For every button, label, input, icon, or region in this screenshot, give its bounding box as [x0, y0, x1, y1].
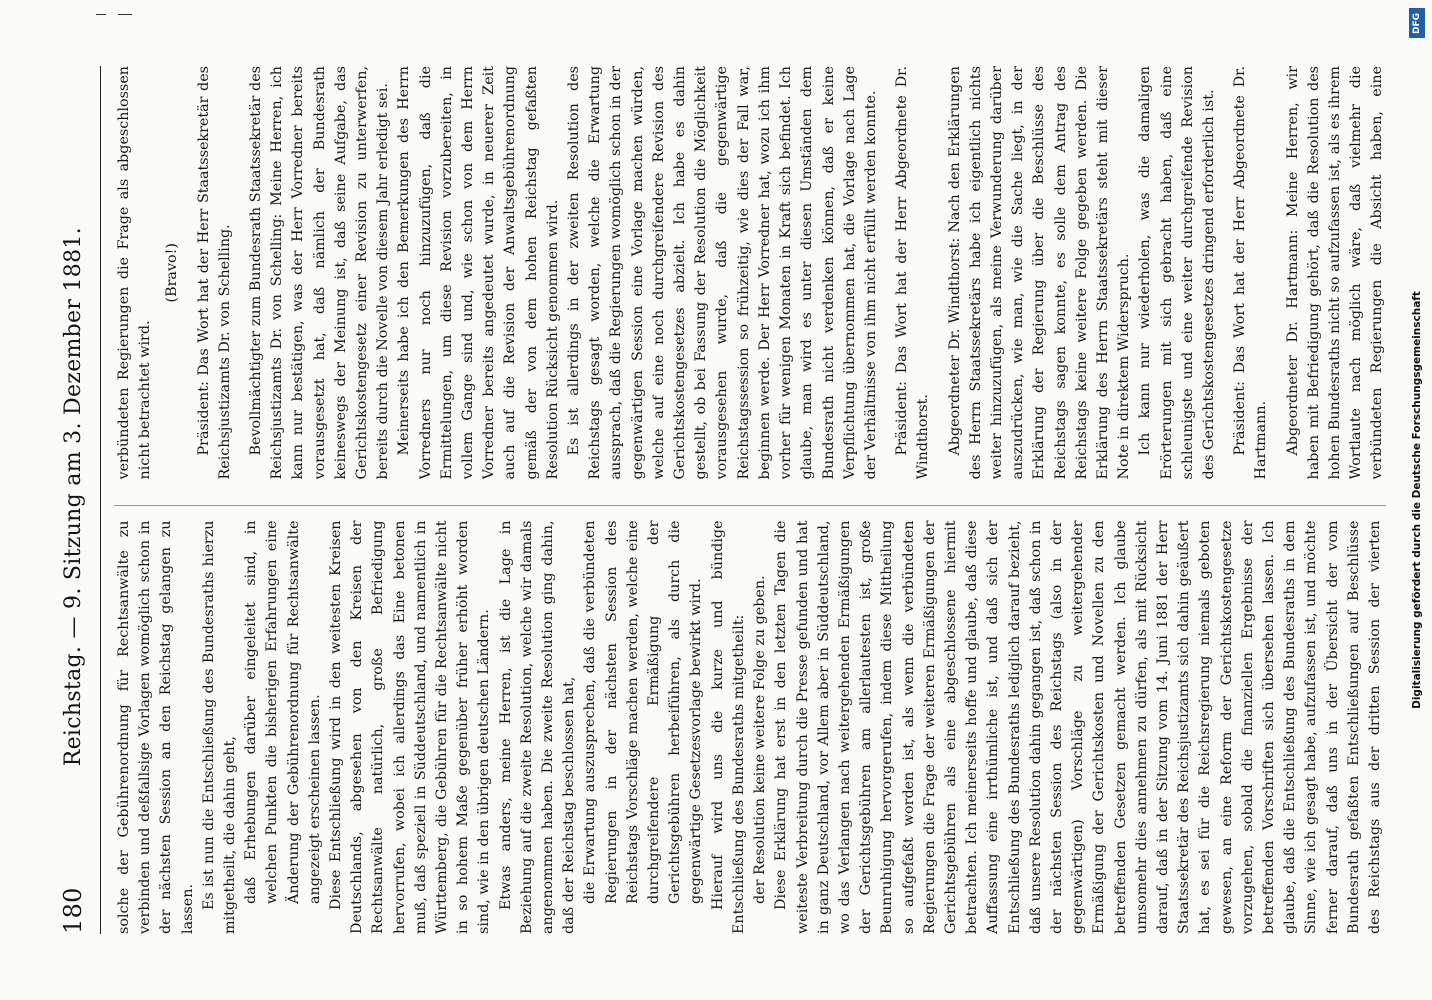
column-left	[114, 506, 1386, 935]
digitization-stamp	[1404, 0, 1430, 1000]
paragraph: Hierauf wird uns die kurze und bündige Entschließung des Bundesraths mitgetheilt:	[709, 520, 747, 934]
quoted-paragraph: die Erwartung auszusprechen, daß die verbündeten Regierungen in der nächsten Session des Reichstags Vorschläge machen werden, welche eine durchgreifendere Ermäßigung der Gerichtsgebühren herbeiführen, als durch die gegenwärtige Gesetzesvorlage bewirkt wird.	[582, 520, 705, 904]
speaker-paragraph: Präsident: Das Wort hat der Herr Abgeordnete Dr. Windthorst.	[894, 66, 932, 480]
paragraph: solche der Gebührenordnung für Rechtsanwälte zu verbinden und deßfallsige Vorlagen womöglich schon in der nächsten Session an den Reichstag gelangen zu lassen.	[116, 520, 196, 934]
stamp-text: Digitalisierung gefördert durch die Deutsche Forschungsgemeinschaft	[1411, 291, 1423, 709]
paragraph: Es ist nun die Entschließung des Bundesraths hierzu mitgetheilt, die dahin geht,	[200, 520, 239, 934]
speaker-paragraph: Abgeordneter Dr. Windthorst: Nach den Erklärungen des Herrn Staatssekretärs habe ich eigentlich nichts weiter hinzuzufügen, als meine Verwunderung darüber auszudrücken, wie man, wie die Sache liegt, in der Erklärung der Regierung über die Beschlüsse des Reichstags sagen konnte, es solle dem Antrag des Reichstags keine weitere Folge gegeben werden. Die Erklärung des Herrn Staatssekretärs steht mit dieser Note in direktem Widerspruch.	[946, 66, 1133, 480]
speaker-paragraph: Abgeordneter Dr. Hartmann: Meine Herren, wir haben mit Befriedigung gehört, daß die Resolution des hohen Bundesraths nicht so aufzufassen ist, als es ihrem Wortlaute nach möglich wäre, daß vielmehr die verbündeten Regierungen die Absicht haben, eine	[1284, 66, 1386, 480]
paragraph: Meinerseits habe ich den Bemerkungen des Herrn Vorredners nur noch hinzuzufügen, daß die Ermittelungen, um diese Revision vorzubereiten, in vollem Gange sind und, wie schon von dem Herrn Vorredner bereits angedeutet wurde, in neuerer Zeit auch auf die Revision der Anwaltsgebührenordnung gemäß der von dem hohen Reichstag gefaßten Resolution Rücksicht genommen wird.	[396, 66, 561, 480]
speaker-paragraph: Präsident: Das Wort hat der Herr Abgeordnete Dr. Hartmann.	[1232, 66, 1270, 480]
paragraph: Ich kann nur wiederholen, was die damaligen Erörterungen mit sich gebracht haben, daß eine schleunigste und eine weiter durchgreifende Revision des Gerichtskostengesetzes dringend erforderlich ist.	[1137, 66, 1217, 480]
rotated-page	[36, 30, 1396, 970]
speaker-paragraph: Bevollmächtigter zum Bundesrath Staatssekretär des Reichsjustizamts Dr. von Schelling: Meine Herren, ich kann nur bestätigen, was der Herr Vorredner bereits vorausgesetzt hat, daß nämlich der Bundesrath keineswegs der Meinung ist, daß seine Aufgabe, das Gerichtskostengesetz einer Revision zu unterwerfen, bereits durch die Novelle von diesem Jahr erledigt sei.	[248, 66, 392, 480]
scan-mark	[96, 14, 106, 15]
text-columns	[114, 66, 1386, 934]
interjection: (Bravo!)	[164, 243, 181, 303]
running-title: Reichstag. — 9. Sitzung am 3. Dezember 1881.	[60, 227, 86, 767]
dfg-logo: DFG	[1409, 8, 1425, 38]
paragraph: Diese Erklärung hat erst in den letzten Tagen die weiteste Verbreitung durch die Presse gefunden und hat in ganz Deutschland, vor Allem aber in Süddeutschland, wo das Verlangen nach weitergehenden Ermäßigungen der Gerichtsgebühren am allerlautesten ist, große Beunruhigung hervorgerufen, indem diese Mittheilung so aufgefaßt worden ist, als wenn die verbündeten Regierungen die Frage der weiteren Ermäßigungen der Gerichtsgebühren als eine abgeschlossene hiermit betrachten. Ich meinerseits hoffe und glaube, daß diese Auffassung eine irrthümliche ist, und daß sich der Entschließung des Bundesraths lediglich darauf bezieht, daß unsere Resolution dahin gegangen ist, daß schon in der nächsten Session des Reichstags (also in der gegenwärtigen) Vorschläge zu weitergehender Ermäßigung der Gerichtskosten und Novellen zu den betreffenden Gesetzen gemacht werden. Ich glaube umsomehr dies annehmen zu dürfen, als mit Rücksicht darauf, daß in der Sitzung vom 14. Juni 1881 der Herr Staatssekretär des Reichsjustizamts sich dahin geäußert hat, es sei für die Reichsregierung niemals geboten gewesen, an eine Reform der Gerichtskostengesetze vorzugehen, sobald die finanziellen Ergebnisse der betreffenden Vorschriften sich übersehen lassen. Ich glaube, daß die Entschließung des Bundesraths in dem Sinne, wie ich gesagt habe, aufzufassen ist, und möchte ferner darauf, daß uns in der Übersicht der vom Bundesrath gefaßten Entschließungen auf Beschlüsse des Reichstags aus der dritten Session der vierten	[773, 520, 1383, 934]
scan-mark	[118, 14, 132, 15]
quoted-paragraph: der Resolution keine weitere Folge zu geben.	[752, 575, 769, 904]
page-header	[46, 66, 101, 934]
paragraph: verbündeten Regierungen die Frage als abgeschlossen nicht betrachtet wird.	[116, 66, 154, 480]
column-right	[114, 66, 1386, 480]
quoted-paragraph: daß Erhebungen darüber eingeleitet sind, in welchen Punkten die bisherigen Erfahrungen eine Änderung der Gebührenordnung für Rechtsanwälte angezeigt erscheinen lassen.	[243, 520, 323, 904]
speaker-paragraph: Präsident: Das Wort hat der Herr Staatssekretär des Reichsjustizamts Dr. von Schelling.	[195, 66, 233, 480]
page-number: 180	[59, 887, 87, 934]
paragraph: Etwas anders, meine Herren, ist die Lage in Beziehung auf die zweite Resolution, welche wir damals angenommen haben. Die zweite Resolution ging dahin, daß der Reichstag beschlossen hat,	[497, 520, 578, 934]
paragraph: Diese Entschließung wird in den weitesten Kreisen Deutschlands, abgesehen von den Kreisen der Rechtsanwälte natürlich, große Befriedigung hervorrufen, wobei ich allerdings das Eine betonen muß, daß speziell in Süddeutschland, und namentlich in Württemberg, die Gebühren für die Rechtsanwälte nicht in so hohem Maße gegenüber früher erhöht worden sind, wie in den übrigen deutschen Ländern.	[328, 520, 493, 934]
paragraph: Es ist allerdings in der zweiten Resolution des Reichstags gesagt worden, welche die Erwartung aussprach, daß die Regierungen womöglich schon in der gegenwärtigen Session eine Vorlage machen würden, welche auf eine noch durchgreifendere Revision des Gerichtskostengesetzes abzielt. Ich habe es dahin gestellt, ob bei Fassung der Resolution die Möglichkeit vorausgesehen wurde, daß die gegenwärtige Reichstagssession so frühzeitig, wie dies der Fall war, beginnen werde. Der Herr Vorredner hat, wozu ich ihm vorher für wenigen Monaten in Kraft sich befindet. Ich glaube, man wird es unter diesen Umständen dem Bundesrath nicht verdenken können, daß er keine Verpflichtung übernommen hat, die Vorlage nach Lage der Verhältnisse von ihm nicht erfüllt werden konnte.	[566, 66, 879, 480]
